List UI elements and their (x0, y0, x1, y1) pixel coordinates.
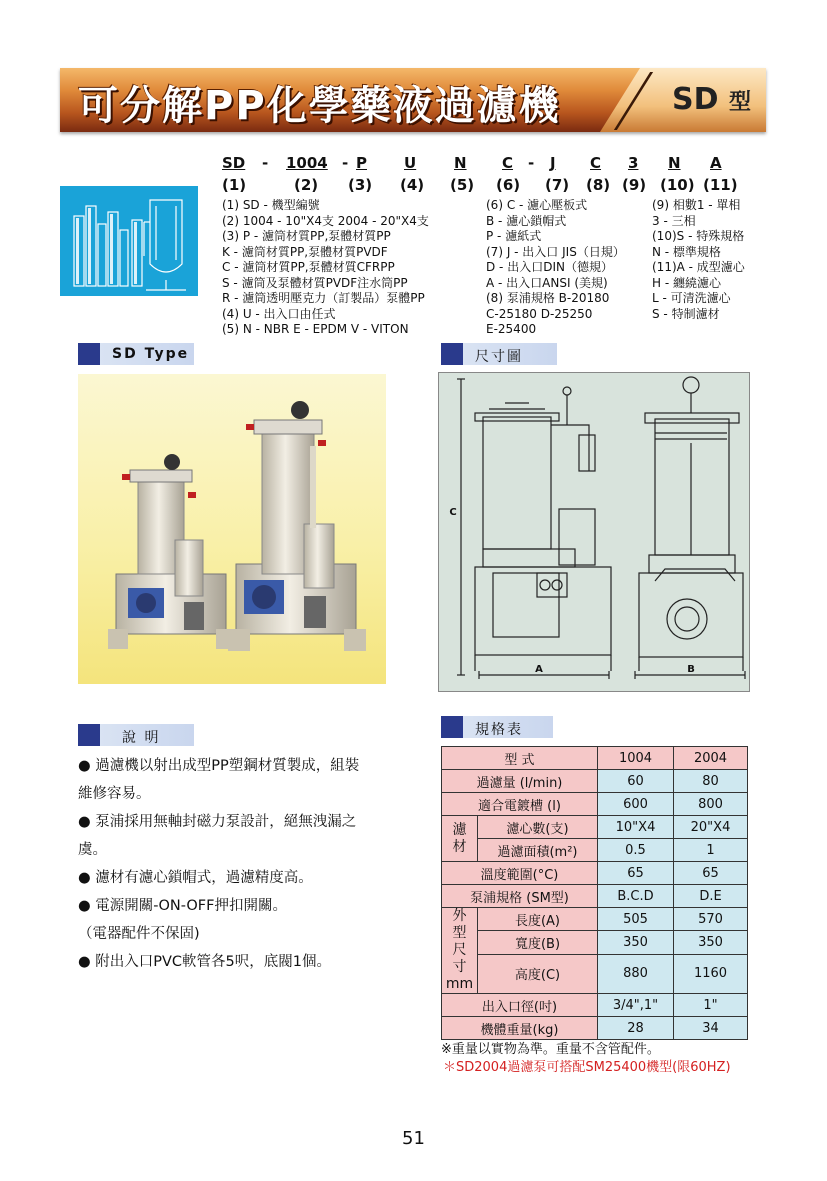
code-seg-port: J (550, 154, 556, 172)
table-row (442, 994, 748, 1017)
product-photo (78, 374, 386, 684)
table-cell: 600 (598, 793, 674, 816)
table-row (442, 747, 748, 770)
table-cell: 505 (598, 908, 674, 931)
dim-label-b: B (687, 664, 695, 675)
code-index: (6) (496, 176, 521, 194)
description-item: ● 附出入口PVC軟管各5呎，底閥1個。 (78, 954, 331, 970)
dim-label-c: C (449, 507, 457, 518)
table-label-cell: 長度(A) (478, 908, 598, 931)
option-line: B - 濾心鎖帽式 (486, 213, 567, 228)
table-cell: 65 (674, 862, 748, 885)
table-group-label-filter: 濾 材 (442, 816, 478, 862)
option-line: E-25400 (486, 322, 537, 336)
dimension-drawing (438, 372, 750, 692)
option-line: (9) 相數1 - 單相 (652, 198, 741, 212)
section-marker (78, 343, 100, 365)
code-seg-media: A (710, 154, 722, 172)
table-cell: 28 (598, 1017, 674, 1040)
table-label-cell: 適合電鍍槽 (l) (442, 793, 598, 816)
table-cell: B.C.D (598, 885, 674, 908)
description-item: ● 過濾機以射出成型PP塑鋼材質製成，組裝 (78, 758, 360, 774)
table-row (442, 885, 748, 908)
table-cell: 3/4",1" (598, 994, 674, 1017)
table-row (442, 816, 748, 839)
option-line: R - 濾筒透明壓克力（訂製品）泵體PP (222, 291, 425, 305)
dim-label-a: A (535, 664, 543, 675)
weight-note: ※重量以實物為準。重量不含管配件。 (441, 1042, 660, 1057)
section-title: 規格表 (475, 722, 523, 738)
section-header-sd-type (78, 343, 194, 365)
option-line: (2) 1004 - 10"X4支 2004 - 20"X4支 (222, 213, 429, 228)
option-line: P - 濾紙式 (486, 229, 542, 243)
description-item: ● 電源開關-ON-OFF押扣開關。 (78, 898, 287, 914)
code-index: (2) (294, 176, 319, 194)
filter-machine-image (78, 374, 386, 684)
dimension-drawing-svg (439, 373, 749, 691)
code-seg-union: U (404, 154, 417, 172)
table-cell: 80 (674, 770, 748, 793)
spec-table (441, 746, 748, 1040)
section-marker (441, 343, 463, 365)
table-row (442, 1017, 748, 1040)
table-row (442, 770, 748, 793)
table-cell: 65 (598, 862, 674, 885)
option-line: 3 - 三相 (652, 213, 696, 228)
section-header-dimension (441, 343, 557, 365)
code-seg-sd: SD (222, 154, 246, 172)
code-index: (9) (622, 176, 647, 194)
table-cell: 10"X4 (598, 816, 674, 839)
option-line: (5) N - NBR E - EPDM V - VITON (222, 322, 409, 336)
banner-model-label (672, 82, 751, 117)
table-label-cell: 高度(C) (478, 954, 598, 993)
table-cell: 570 (674, 908, 748, 931)
option-line: (7) J - 出入口 JIS（日規） (486, 244, 625, 259)
page-title: 可分解PP化學藥液過濾機 (78, 83, 561, 129)
code-sep: - (262, 154, 269, 172)
option-line: S - 濾筒及泵體材質PVDF注水筒PP (222, 275, 408, 290)
option-line: C-25180 D-25250 (486, 306, 593, 321)
table-cell: 1 (674, 839, 748, 862)
section-title: 尺寸圖 (475, 349, 523, 365)
banner-model-suffix: 型 (728, 90, 751, 115)
option-line: (3) P - 濾筒材質PP,泵體材質PP (222, 229, 391, 243)
code-index: (3) (348, 176, 373, 194)
banner-model-main: SD (672, 82, 719, 117)
table-cell: D.E (674, 885, 748, 908)
title-banner (60, 68, 766, 132)
section-header-spec (441, 716, 553, 738)
code-seg-oring: N (454, 154, 467, 172)
table-label-cell: 過濾量 (l/min) (442, 770, 598, 793)
option-line: A - 出入口ANSI (美規) (486, 275, 608, 290)
table-group-label-dimensions: 外 型 尺 寸 mm (442, 908, 478, 994)
pump-note: ＊SD2004過濾泵可搭配SM25400機型(限60HZ) (443, 1060, 731, 1075)
code-sep: - (342, 154, 349, 172)
product-logo-graphic (60, 186, 198, 296)
option-line: N - 標準規格 (652, 244, 721, 259)
option-line: H - 纏繞濾心 (652, 275, 721, 290)
table-cell: 34 (674, 1017, 748, 1040)
code-seg-size: 1004 (286, 154, 328, 172)
code-index: (5) (450, 176, 475, 194)
code-index: (8) (586, 176, 611, 194)
code-index: (4) (400, 176, 425, 194)
code-seg-phase: 3 (628, 154, 639, 172)
table-cell: 60 (598, 770, 674, 793)
options-column-1 (222, 198, 429, 338)
table-label-cell: 濾心數(支) (478, 816, 598, 839)
description-item: ● 濾材有濾心鎖帽式，過濾精度高。 (78, 870, 313, 886)
code-seg-material: P (356, 154, 367, 172)
table-row (442, 954, 748, 993)
option-line: (10)S - 特殊規格 (652, 229, 745, 243)
filter-tank-icon (60, 186, 198, 296)
section-header-description (78, 724, 194, 746)
table-label-cell: 機體重量(kg) (442, 1017, 598, 1040)
table-cell: 1" (674, 994, 748, 1017)
table-row (442, 839, 748, 862)
options-column-2 (486, 198, 625, 338)
option-line: (11)A - 成型濾心 (652, 260, 745, 274)
option-line: (4) U - 出入口由任式 (222, 306, 336, 321)
table-cell: 0.5 (598, 839, 674, 862)
code-sep: - (528, 154, 535, 172)
option-line: K - 濾筒材質PP,泵體材質PVDF (222, 244, 388, 259)
code-index: (10) (660, 176, 695, 194)
table-label-cell: 過濾面積(m²) (478, 839, 598, 862)
table-header-cell: 型 式 (442, 747, 598, 770)
options-column-3 (652, 198, 745, 322)
code-seg-cartridge: C (502, 154, 514, 172)
option-line: (6) C - 濾心壓板式 (486, 198, 588, 212)
table-label-cell: 泵浦規格 (SM型) (442, 885, 598, 908)
table-cell: 20"X4 (674, 816, 748, 839)
table-row (442, 862, 748, 885)
code-seg-spec: N (668, 154, 681, 172)
option-line: (1) SD - 機型編號 (222, 198, 320, 212)
code-seg-pump: C (590, 154, 602, 172)
option-line: D - 出入口DIN（德規） (486, 260, 613, 274)
option-line: S - 特制濾材 (652, 306, 720, 321)
option-line: C - 濾筒材質PP,泵體材質CFRPP (222, 260, 395, 274)
code-index: (11) (703, 176, 738, 194)
section-marker (441, 716, 463, 738)
table-label-cell: 溫度範圍(°C) (442, 862, 598, 885)
table-cell: 1160 (674, 954, 748, 993)
table-row (442, 793, 748, 816)
description-item: （電器配件不保固) (78, 926, 200, 942)
table-row (442, 931, 748, 954)
section-title: SD Type (112, 346, 190, 362)
table-cell: 350 (598, 931, 674, 954)
table-label-cell: 出入口徑(吋) (442, 994, 598, 1017)
table-header-cell: 1004 (598, 747, 674, 770)
table-cell: 800 (674, 793, 748, 816)
option-line: (8) 泵浦規格 B-20180 (486, 291, 610, 305)
table-cell: 350 (674, 931, 748, 954)
section-title: 說 明 (122, 730, 161, 746)
option-line: L - 可清洗濾心 (652, 291, 731, 305)
description-item: ● 泵浦採用無軸封磁力泵設計，絕無洩漏之 (78, 814, 357, 830)
code-index: (7) (545, 176, 570, 194)
description-list (78, 752, 359, 976)
description-item: 維修容易。 (78, 786, 151, 802)
table-label-cell: 寬度(B) (478, 931, 598, 954)
code-index: (1) (222, 176, 247, 194)
table-header-cell: 2004 (674, 747, 748, 770)
description-item: 虞。 (78, 842, 107, 858)
table-row (442, 908, 748, 931)
page-number: 51 (402, 1128, 425, 1149)
section-marker (78, 724, 100, 746)
table-cell: 880 (598, 954, 674, 993)
